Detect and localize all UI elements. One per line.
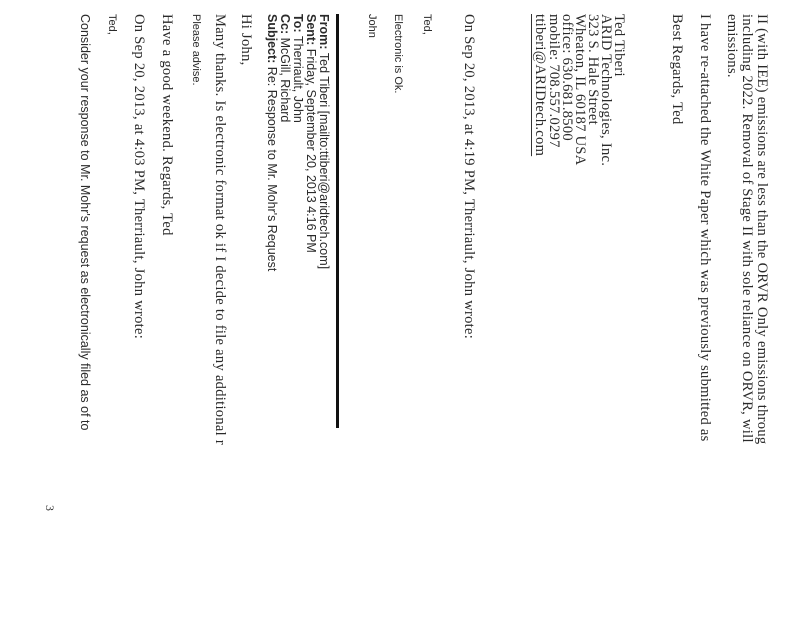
subject-value: Re: Response to Mr. Mohr's Request	[265, 66, 279, 272]
signature-line: office: 630.681.8500	[559, 14, 575, 141]
body-line: including 2022. Removal of Stage II with sole reliance on ORVR, will	[739, 14, 755, 443]
subject-row	[265, 14, 279, 271]
to-row	[291, 14, 305, 123]
body-line: Electronic is Ok.	[392, 14, 404, 94]
from-label: From:	[317, 14, 331, 50]
sign-off: Best Regards, Ted	[669, 14, 685, 125]
from-row	[317, 14, 331, 269]
cc-row	[278, 14, 292, 122]
body-line: Many thanks. Is electronic format ok if I decide to file any additional r	[212, 14, 228, 445]
signature-line: ARID Technologies, Inc.	[598, 14, 614, 167]
sent-value: Friday, September 20, 2013 4:16 PM	[304, 48, 318, 253]
body-line: Please advise.	[190, 14, 202, 86]
email-link[interactable]: ttiberi@ARIDtech.com	[532, 14, 548, 157]
body-line: Have a good weekend. Regards, Ted	[159, 14, 175, 236]
page-number: 3	[43, 505, 57, 511]
subject-label: Subject:	[265, 14, 279, 64]
body-line: II (with IEE) emissions are less than the ORVR Only emissions throug	[754, 14, 770, 445]
to-label: To:	[291, 14, 305, 33]
signature-line: mobile: 708.557.0297	[546, 14, 562, 148]
body-line: emissions.	[724, 14, 740, 78]
cc-value: McGill, Richard	[278, 37, 292, 123]
quote-header: On Sep 20, 2013, at 4:03 PM, Therriault, John wrote:	[131, 14, 147, 340]
body-line: John	[366, 14, 378, 38]
body-line: I have re-attached the White Paper which was previously submitted as	[697, 14, 713, 442]
from-value: Ted Tiberi [mailto:ttiberi@aridtech.com]	[317, 52, 331, 270]
quote-header: On Sep 20, 2013, at 4:19 PM, Therriault, John wrote:	[461, 14, 477, 340]
signature-line: 323 S. Hale Street	[585, 14, 601, 125]
sent-label: Sent:	[304, 14, 318, 46]
body-line: Hi John,	[238, 14, 254, 66]
sent-row	[304, 14, 318, 253]
body-line: Ted,	[421, 14, 433, 35]
body-line: Ted,	[106, 14, 118, 35]
signature-line: Ted Tiberi	[611, 14, 627, 77]
signature-line: Wheaton, IL 60187 USA	[572, 14, 588, 166]
to-value: Therriault, John	[291, 36, 305, 123]
cc-label: Cc:	[278, 14, 292, 35]
header-divider	[336, 14, 339, 428]
body-line: Consider your response to Mr. Mohr's request as electronically filed as of to	[78, 14, 92, 431]
